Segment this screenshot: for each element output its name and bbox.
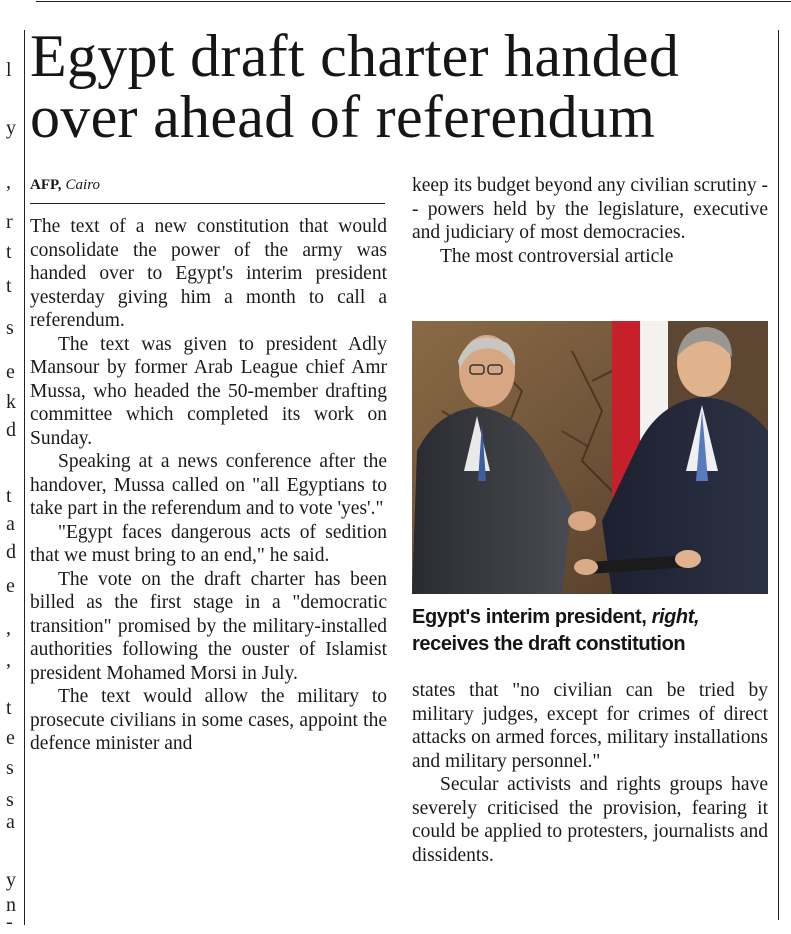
fragment-letter: t bbox=[6, 697, 12, 719]
article-column-2-top bbox=[412, 174, 768, 268]
caption-emphasis: right, bbox=[651, 606, 700, 628]
fragment-letter: s bbox=[6, 789, 14, 811]
news-photo bbox=[412, 321, 768, 594]
paragraph: Speaking at a news conference after the handover, Mussa called on "all Egyptians to take part in the referendum and to vote 'yes'." bbox=[30, 451, 387, 519]
caption-text: receives the draft constitution bbox=[412, 633, 686, 655]
fragment-letter: y bbox=[6, 117, 16, 139]
left-column-rule bbox=[24, 30, 25, 925]
paragraph: The vote on the draft charter has been billed as the first stage in a "democratic transition" promised by the military-installed authorities following the ouster of Islamist president Mohamed Morsi in July. bbox=[30, 568, 387, 684]
paragraph: The text of a new constitution that would consolidate the power of the army was handed over to Egypt's interim president yesterday giving him a month to call a referendum. bbox=[30, 216, 387, 331]
fragment-letter: y bbox=[6, 869, 16, 891]
fragment-letter: r bbox=[6, 211, 13, 233]
article-column-2-bottom bbox=[412, 679, 768, 867]
paragraph: The text was given to president Adly Mansour by former Arab League chief Amr Mussa, who headed the 50-member drafting committee which completed its work on Sunday. bbox=[30, 333, 387, 449]
paragraph: "Egypt faces dangerous acts of sedition that we must bring to an end," he said. bbox=[30, 521, 387, 566]
fragment-letter: d bbox=[6, 419, 16, 441]
fragment-letter: t bbox=[6, 241, 12, 263]
fragment-letter: s bbox=[6, 757, 14, 779]
fragment-letter: l bbox=[6, 59, 12, 81]
top-rule bbox=[36, 1, 791, 2]
fragment-letter: n bbox=[6, 894, 16, 916]
byline-agency: AFP, bbox=[30, 177, 62, 193]
fragment-letter: e bbox=[6, 727, 15, 749]
paragraph: The most controversial article bbox=[440, 245, 674, 267]
adjacent-article-fragment bbox=[0, 0, 22, 934]
paragraph: states that "no civilian can be tried by military judges, except for crimes of direct attacks on armed forces, military installations and military personnel." bbox=[412, 680, 768, 772]
fragment-letter: , bbox=[6, 617, 11, 639]
paragraph: Secular activists and rights groups have severely criticised the provision, fearing it could be applied to protesters, journalists and dissidents. bbox=[412, 774, 768, 866]
handshake-photo-illustration bbox=[412, 321, 768, 594]
paragraph: The text would allow the military to prosecute civilians in some cases, appoint the defence minister and bbox=[30, 686, 387, 754]
fragment-letter: d bbox=[6, 541, 16, 563]
article-column-1 bbox=[30, 215, 387, 756]
byline-location: Cairo bbox=[65, 177, 100, 193]
photo-caption bbox=[412, 604, 772, 658]
headline: Egypt draft charter handed over ahead of referendum bbox=[30, 23, 680, 150]
fragment-letter: t bbox=[6, 275, 12, 297]
fragment-letter: e bbox=[6, 361, 15, 383]
fragment-letter: t bbox=[6, 485, 12, 507]
fragment-letter: s bbox=[6, 317, 14, 339]
fragment-letter: a bbox=[6, 811, 15, 833]
fragment-letter: , bbox=[6, 649, 11, 671]
paragraph: keep its budget beyond any civilian scrutiny -- powers held by the legislature, executive and judiciary of most democracies. bbox=[412, 175, 768, 243]
fragment-letter: e bbox=[6, 575, 15, 597]
fragment-letter: a bbox=[6, 513, 15, 535]
fragment-letter: - bbox=[6, 911, 13, 933]
fragment-letter: , bbox=[6, 171, 11, 193]
fragment-letter: k bbox=[6, 391, 16, 413]
byline bbox=[30, 177, 385, 204]
caption-text: Egypt's interim president, bbox=[412, 606, 652, 628]
right-column-rule bbox=[778, 30, 779, 920]
